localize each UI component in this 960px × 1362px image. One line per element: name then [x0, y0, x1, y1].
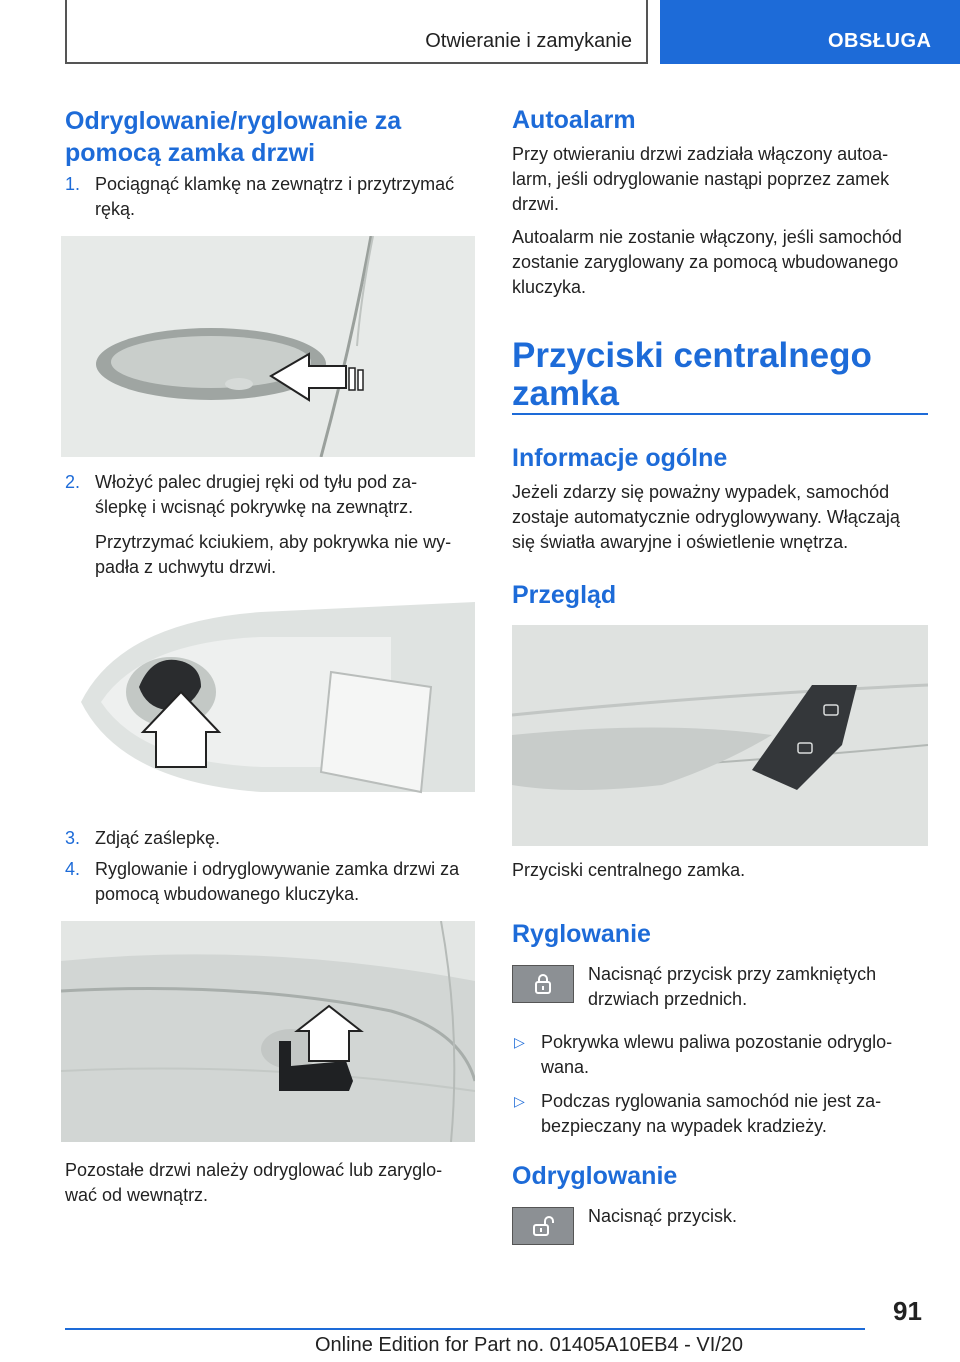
footer-rule	[65, 1328, 865, 1330]
closing-note: Pozostałe drzwi należy odryglować lub zaryglo-	[65, 1160, 443, 1180]
autoalarm-text: drzwi.	[512, 194, 560, 214]
autoalarm-heading: Autoalarm	[512, 106, 636, 134]
step-text: Włożyć palec drugiej ręki od tyłu pod za-	[95, 472, 418, 492]
header-chapter-label: OBSŁUGA	[828, 30, 932, 52]
autoalarm-text: kluczyka.	[512, 277, 587, 297]
autoalarm-text: Autoalarm nie zostanie włączony, jeśli samochód	[512, 227, 902, 247]
lock-button-icon	[512, 965, 574, 1003]
step-number: 1.	[65, 174, 81, 194]
general-info-text: zostaje automatycznie odryglowywany. Włączają	[512, 507, 900, 527]
step-number: 3.	[65, 828, 81, 848]
locking-bullet: wana.	[541, 1057, 590, 1077]
bullet-triangle-icon: ▷	[514, 1034, 525, 1050]
locking-text: drzwiach przednich.	[588, 989, 748, 1009]
autoalarm-text: zostanie zaryglowany za pomocą wbudowanego	[512, 252, 899, 272]
page-number: 91	[893, 1296, 922, 1326]
step-text: ręką.	[95, 199, 136, 219]
step-text: Pociągnąć klamkę na zewnątrz i przytrzymać	[95, 174, 455, 194]
left-heading: Odryglowanie/ryglowanie za pomocą zamka drzwi	[65, 107, 402, 167]
step-number: 4.	[65, 859, 81, 879]
step-text: Ryglowanie i odryglowywanie zamka drzwi za	[95, 859, 460, 879]
door-handle-pull-illustration	[61, 236, 475, 457]
central-lock-heading: Przyciski centralnego	[512, 336, 872, 375]
general-info-text: się światła awaryjne i oświetlenie wnętrza.	[512, 532, 849, 552]
locking-bullet: bezpieczany na wypadek kradzieży.	[541, 1116, 827, 1136]
footer-edition: Online Edition for Part no. 01405A10EB4 - VI/20	[315, 1334, 744, 1356]
bullet-triangle-icon: ▷	[514, 1093, 525, 1109]
unlocking-text: Nacisnąć przycisk.	[588, 1206, 738, 1226]
header-section-title: Otwieranie i zamykanie	[425, 30, 632, 52]
general-info-text: Jeżeli zdarzy się poważny wypadek, samochód	[512, 482, 890, 502]
autoalarm-text: larm, jeśli odryglowanie nastąpi poprzez zamek	[512, 169, 890, 189]
central-lock-buttons-illustration	[512, 625, 928, 846]
unlocking-heading: Odryglowanie	[512, 1162, 678, 1190]
autoalarm-text: Przy otwieraniu drzwi zadziała włączony autoa-	[512, 144, 889, 164]
locking-bullet: Podczas ryglowania samochód nie jest za-	[541, 1091, 882, 1111]
step-note: Przytrzymać kciukiem, aby pokrywka nie wy-	[95, 532, 452, 552]
header-section-box	[65, 0, 648, 64]
central-lock-heading: zamka	[512, 374, 620, 413]
overview-heading: Przegląd	[512, 581, 617, 609]
locking-bullet: Pokrywka wlewu paliwa pozostanie odryglo-	[541, 1032, 893, 1052]
section-divider	[512, 413, 928, 415]
step-text: ślepkę i wcisnąć pokrywkę na zewnątrz.	[95, 497, 414, 517]
step-number: 2.	[65, 472, 81, 492]
locking-heading: Ryglowanie	[512, 920, 651, 948]
unlock-button-icon	[512, 1207, 574, 1245]
overview-caption: Przyciski centralnego zamka.	[512, 860, 746, 880]
header-chapter-tab	[660, 0, 960, 64]
step-text: pomocą wbudowanego kluczyka.	[95, 884, 360, 904]
closing-note: wać od wewnątrz.	[65, 1185, 209, 1205]
handle-cover-illustration	[61, 592, 475, 810]
step-note: padła z uchwytu drzwi.	[95, 557, 277, 577]
locking-text: Nacisnąć przycisk przy zamkniętych	[588, 964, 877, 984]
key-in-lock-illustration	[61, 921, 475, 1142]
general-info-heading: Informacje ogólne	[512, 444, 728, 472]
step-text: Zdjąć zaślepkę.	[95, 828, 221, 848]
